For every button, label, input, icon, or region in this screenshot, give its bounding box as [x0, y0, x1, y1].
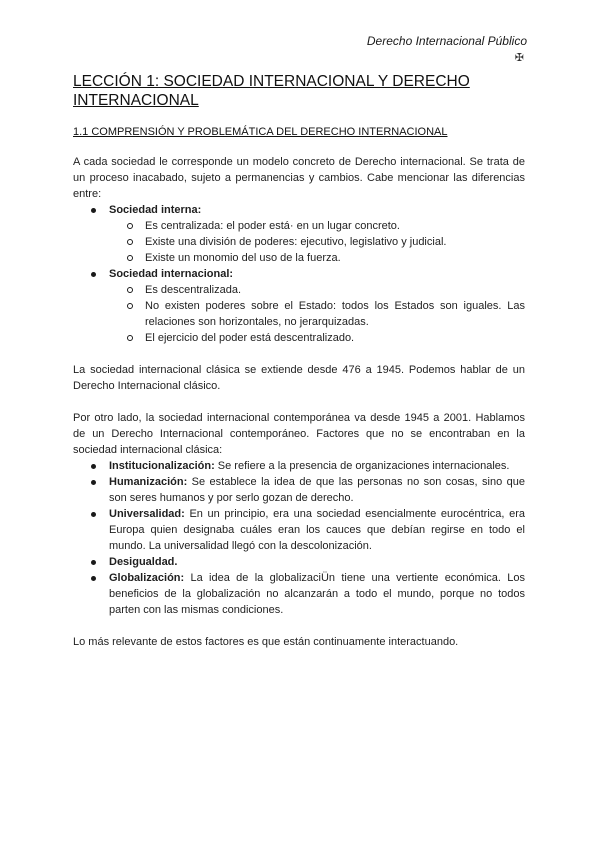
list-item: [73, 218, 525, 234]
society-label: Sociedad internacional:: [109, 268, 234, 280]
list-item: [73, 250, 525, 266]
list-item: [73, 474, 525, 506]
factor-text: Se establece la idea de que las personas no son cosas, sino que son seres humanos y por serlo gozan de derecho.: [109, 476, 525, 504]
society-label: Sociedad interna:: [109, 204, 202, 216]
factor-text: Se refiere a la presencia de organizaciones internacionales.: [214, 460, 510, 472]
lesson-title: LECCIÓN 1: SOCIEDAD INTERNACIONAL Y DERECHO INTERNACIONAL: [73, 73, 470, 109]
society-sublist: [109, 218, 525, 266]
sublist-text: Existe una división de poderes: ejecutivo, legislativo y judicial.: [145, 236, 447, 248]
section-title: 1.1 COMPRENSIÓN Y PROBLEMÁTICA DEL DERECHO INTERNACIONAL: [73, 126, 448, 138]
list-item: [73, 266, 525, 346]
contemporary-paragraph: Por otro lado, la sociedad internacional contemporánea va desde 1945 a 2001. Hablamos de un Derecho Internacional contemporáneo. Factores que no se encontraban en la sociedad internacional clásica:: [73, 412, 525, 456]
running-header: Derecho Internacional Público: [366, 34, 527, 48]
list-item: [73, 298, 525, 330]
sublist-text: Existe un monomio del uso de la fuerza.: [145, 252, 341, 264]
sublist-text: No existen poderes sobre el Estado: todos los Estados son iguales. Las relaciones son horizontales, no jerarquizadas.: [145, 300, 525, 328]
document-body: [73, 72, 525, 650]
sublist-text: Es centralizada: el poder está· en un lugar concreto.: [145, 220, 400, 232]
society-sublist: [109, 282, 525, 346]
societies-list: [73, 202, 525, 346]
classic-paragraph: La sociedad internacional clásica se extiende desde 476 a 1945. Podemos hablar de un Derecho Internacional clásico.: [73, 364, 525, 392]
list-item: [73, 458, 525, 474]
factor-text: La idea de la globalizaciÜn tiene una vertiente económica. Los beneficios de la globalización no alcanzarán a todo el mundo, porque no todos parten con las mismas condiciones.: [109, 572, 525, 616]
list-item: [73, 330, 525, 346]
factor-term: Desigualdad.: [109, 556, 178, 568]
list-item: [73, 282, 525, 298]
list-item: [73, 506, 525, 554]
list-item: [73, 554, 525, 570]
cross-icon: ✠: [514, 52, 524, 64]
intro-paragraph: A cada sociedad le corresponde un modelo concreto de Derecho internacional. Se trata de un proceso inacabado, sujeto a permanencias y cambios. Cabe mencionar las diferencias entre:: [73, 156, 525, 200]
factors-list: [73, 458, 525, 618]
list-item: [73, 570, 525, 618]
list-item: [73, 234, 525, 250]
factor-term: Universalidad:: [109, 508, 185, 520]
factor-term: Globalización:: [109, 572, 185, 584]
sublist-text: Es descentralizada.: [145, 284, 241, 296]
factor-text: En un principio, era una sociedad esencialmente eurocéntrica, era Europa quien designaba cuáles eran los cauces que debían regirse en todo el mundo. La universalidad llegó con la descolonización.: [109, 508, 525, 552]
factor-term: Institucionalización:: [109, 460, 215, 472]
closing-paragraph: Lo más relevante de estos factores es que están continuamente interactuando.: [73, 636, 459, 648]
list-item: [73, 202, 525, 266]
factor-term: Humanización:: [109, 476, 188, 488]
sublist-text: El ejercicio del poder está descentralizado.: [145, 332, 355, 344]
